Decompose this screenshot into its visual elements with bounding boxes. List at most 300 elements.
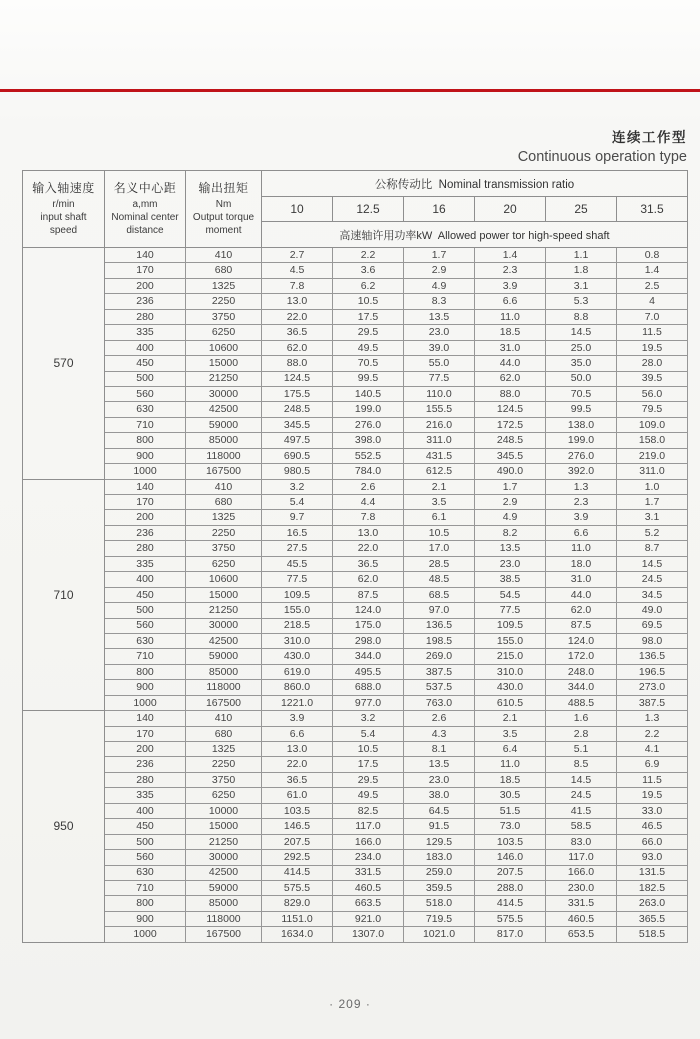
output-torque-cell: 10000 <box>186 803 262 818</box>
power-cell-20: 109.5 <box>475 618 546 633</box>
table-row <box>23 386 688 401</box>
center-distance-cell: 710 <box>105 417 186 432</box>
power-cell-25: 166.0 <box>546 865 617 880</box>
center-distance-cell: 236 <box>105 525 186 540</box>
power-cell-16: 97.0 <box>404 603 475 618</box>
power-cell-20: 2.1 <box>475 711 546 726</box>
power-cell-12-5: 552.5 <box>333 448 404 463</box>
power-cell-10: 61.0 <box>262 788 333 803</box>
input-speed-group-cell: 950 <box>23 711 105 943</box>
power-cell-10: 16.5 <box>262 525 333 540</box>
spec-table <box>22 170 688 943</box>
table-row <box>23 587 688 602</box>
power-cell-31-5: 263.0 <box>617 896 688 911</box>
power-cell-10: 146.5 <box>262 819 333 834</box>
power-cell-12-5: 199.0 <box>333 402 404 417</box>
power-cell-31-5: 19.5 <box>617 340 688 355</box>
power-cell-25: 5.3 <box>546 294 617 309</box>
output-torque-cell: 167500 <box>186 464 262 479</box>
power-cell-16: 518.0 <box>404 896 475 911</box>
center-distance-cell: 400 <box>105 340 186 355</box>
power-cell-31-5: 1.7 <box>617 495 688 510</box>
power-cell-16: 1.7 <box>404 248 475 263</box>
center-distance-cell: 335 <box>105 556 186 571</box>
power-cell-31-5: 34.5 <box>617 587 688 602</box>
power-cell-12-5: 140.5 <box>333 386 404 401</box>
table-row <box>23 541 688 556</box>
power-cell-31-5: 518.5 <box>617 927 688 942</box>
center-distance-cell: 280 <box>105 772 186 787</box>
center-distance-cell: 140 <box>105 248 186 263</box>
power-cell-31-5: 109.0 <box>617 417 688 432</box>
power-cell-16: 359.5 <box>404 880 475 895</box>
table-row <box>23 464 688 479</box>
power-cell-12-5: 29.5 <box>333 325 404 340</box>
center-distance-cell: 400 <box>105 803 186 818</box>
power-cell-12-5: 4.4 <box>333 495 404 510</box>
output-torque-cell: 30000 <box>186 386 262 401</box>
center-distance-cell: 1000 <box>105 927 186 942</box>
power-cell-12-5: 70.5 <box>333 356 404 371</box>
power-cell-25: 276.0 <box>546 448 617 463</box>
power-cell-25: 331.5 <box>546 896 617 911</box>
center-distance-cell: 500 <box>105 371 186 386</box>
output-torque-cell: 21250 <box>186 834 262 849</box>
power-cell-20: 54.5 <box>475 587 546 602</box>
power-cell-16: 23.0 <box>404 772 475 787</box>
power-cell-31-5: 11.5 <box>617 772 688 787</box>
table-row <box>23 880 688 895</box>
center-distance-cell: 335 <box>105 788 186 803</box>
power-cell-20: 817.0 <box>475 927 546 942</box>
power-cell-16: 110.0 <box>404 386 475 401</box>
power-cell-16: 2.1 <box>404 479 475 494</box>
power-cell-10: 690.5 <box>262 448 333 463</box>
output-torque-cell: 30000 <box>186 618 262 633</box>
table-row <box>23 618 688 633</box>
power-cell-25: 99.5 <box>546 402 617 417</box>
power-cell-31-5: 1.4 <box>617 263 688 278</box>
power-cell-25: 11.0 <box>546 541 617 556</box>
power-cell-12-5: 460.5 <box>333 880 404 895</box>
center-distance-cell: 200 <box>105 742 186 757</box>
power-cell-31-5: 365.5 <box>617 911 688 926</box>
power-cell-31-5: 273.0 <box>617 680 688 695</box>
power-cell-16: 91.5 <box>404 819 475 834</box>
power-cell-10: 22.0 <box>262 309 333 324</box>
power-cell-25: 62.0 <box>546 603 617 618</box>
power-cell-16: 17.0 <box>404 541 475 556</box>
power-cell-12-5: 331.5 <box>333 865 404 880</box>
power-cell-31-5: 4.1 <box>617 742 688 757</box>
center-distance-cell: 450 <box>105 356 186 371</box>
power-cell-10: 248.5 <box>262 402 333 417</box>
table-row <box>23 819 688 834</box>
output-torque-cell: 680 <box>186 263 262 278</box>
power-cell-16: 55.0 <box>404 356 475 371</box>
power-cell-10: 345.5 <box>262 417 333 432</box>
power-cell-25: 248.0 <box>546 664 617 679</box>
power-cell-10: 62.0 <box>262 340 333 355</box>
power-cell-25: 392.0 <box>546 464 617 479</box>
header-input-shaft-speed: 输入轴速度 r/min input shaft speed <box>23 171 105 248</box>
output-torque-cell: 118000 <box>186 680 262 695</box>
power-cell-16: 269.0 <box>404 649 475 664</box>
power-cell-16: 28.5 <box>404 556 475 571</box>
power-cell-16: 198.5 <box>404 633 475 648</box>
power-cell-10: 7.8 <box>262 278 333 293</box>
power-cell-16: 6.1 <box>404 510 475 525</box>
power-cell-31-5: 46.5 <box>617 819 688 834</box>
center-distance-cell: 500 <box>105 603 186 618</box>
center-distance-cell: 900 <box>105 448 186 463</box>
power-cell-16: 719.5 <box>404 911 475 926</box>
power-cell-25: 117.0 <box>546 850 617 865</box>
power-cell-20: 3.5 <box>475 726 546 741</box>
power-cell-12-5: 166.0 <box>333 834 404 849</box>
power-cell-25: 230.0 <box>546 880 617 895</box>
page-title-en: Continuous operation type <box>517 149 687 165</box>
power-cell-20: 23.0 <box>475 556 546 571</box>
power-cell-10: 2.7 <box>262 248 333 263</box>
power-cell-31-5: 1.0 <box>617 479 688 494</box>
power-cell-20: 3.9 <box>475 278 546 293</box>
table-row <box>23 911 688 926</box>
power-cell-20: 124.5 <box>475 402 546 417</box>
table-row <box>23 680 688 695</box>
power-cell-20: 77.5 <box>475 603 546 618</box>
power-cell-16: 77.5 <box>404 371 475 386</box>
output-torque-cell: 2250 <box>186 757 262 772</box>
table-row <box>23 726 688 741</box>
power-cell-31-5: 8.7 <box>617 541 688 556</box>
output-torque-cell: 3750 <box>186 772 262 787</box>
table-header <box>23 171 688 248</box>
output-torque-cell: 1325 <box>186 510 262 525</box>
power-cell-10: 77.5 <box>262 572 333 587</box>
power-cell-16: 23.0 <box>404 325 475 340</box>
center-distance-cell: 630 <box>105 865 186 880</box>
output-torque-cell: 42500 <box>186 865 262 880</box>
power-cell-10: 218.5 <box>262 618 333 633</box>
power-cell-12-5: 175.0 <box>333 618 404 633</box>
power-cell-20: 155.0 <box>475 633 546 648</box>
page-title-zh: 连续工作型 <box>612 130 687 145</box>
power-cell-25: 70.5 <box>546 386 617 401</box>
power-cell-12-5: 298.0 <box>333 633 404 648</box>
output-torque-cell: 3750 <box>186 541 262 556</box>
center-distance-cell: 170 <box>105 495 186 510</box>
power-cell-20: 11.0 <box>475 309 546 324</box>
table-row <box>23 309 688 324</box>
power-cell-10: 13.0 <box>262 742 333 757</box>
power-cell-12-5: 2.6 <box>333 479 404 494</box>
table-row <box>23 711 688 726</box>
power-cell-12-5: 663.5 <box>333 896 404 911</box>
center-distance-cell: 170 <box>105 726 186 741</box>
power-cell-16: 4.3 <box>404 726 475 741</box>
power-cell-10: 103.5 <box>262 803 333 818</box>
output-torque-cell: 10600 <box>186 572 262 587</box>
center-distance-cell: 710 <box>105 880 186 895</box>
output-torque-cell: 59000 <box>186 649 262 664</box>
power-cell-16: 612.5 <box>404 464 475 479</box>
power-cell-12-5: 398.0 <box>333 433 404 448</box>
power-cell-10: 575.5 <box>262 880 333 895</box>
center-distance-cell: 800 <box>105 664 186 679</box>
center-distance-cell: 500 <box>105 834 186 849</box>
power-cell-12-5: 2.2 <box>333 248 404 263</box>
center-distance-cell: 236 <box>105 757 186 772</box>
power-cell-10: 36.5 <box>262 325 333 340</box>
power-cell-16: 48.5 <box>404 572 475 587</box>
table-row <box>23 803 688 818</box>
power-cell-10: 860.0 <box>262 680 333 695</box>
header-allowed-power: 高速轴许用功率kW Allowed power tor high-speed shaft <box>262 222 688 248</box>
power-cell-12-5: 276.0 <box>333 417 404 432</box>
power-cell-12-5: 7.8 <box>333 510 404 525</box>
center-distance-cell: 200 <box>105 510 186 525</box>
power-cell-16: 13.5 <box>404 757 475 772</box>
power-cell-25: 3.9 <box>546 510 617 525</box>
center-distance-cell: 140 <box>105 479 186 494</box>
power-cell-12-5: 87.5 <box>333 587 404 602</box>
power-cell-31-5: 131.5 <box>617 865 688 880</box>
table-row <box>23 525 688 540</box>
power-cell-25: 8.8 <box>546 309 617 324</box>
power-cell-12-5: 124.0 <box>333 603 404 618</box>
power-cell-12-5: 3.6 <box>333 263 404 278</box>
power-cell-12-5: 344.0 <box>333 649 404 664</box>
power-cell-10: 1221.0 <box>262 695 333 710</box>
output-torque-cell: 410 <box>186 248 262 263</box>
power-cell-16: 8.3 <box>404 294 475 309</box>
power-cell-10: 310.0 <box>262 633 333 648</box>
output-torque-cell: 167500 <box>186 927 262 942</box>
power-cell-31-5: 7.0 <box>617 309 688 324</box>
power-cell-10: 414.5 <box>262 865 333 880</box>
power-cell-31-5: 1.3 <box>617 711 688 726</box>
power-cell-25: 35.0 <box>546 356 617 371</box>
output-torque-cell: 42500 <box>186 633 262 648</box>
power-cell-25: 83.0 <box>546 834 617 849</box>
power-cell-10: 497.5 <box>262 433 333 448</box>
power-cell-20: 73.0 <box>475 819 546 834</box>
power-cell-20: 4.9 <box>475 510 546 525</box>
power-cell-25: 488.5 <box>546 695 617 710</box>
power-cell-31-5: 387.5 <box>617 695 688 710</box>
output-torque-cell: 680 <box>186 726 262 741</box>
power-cell-20: 13.5 <box>475 541 546 556</box>
power-cell-20: 51.5 <box>475 803 546 818</box>
power-cell-20: 88.0 <box>475 386 546 401</box>
power-cell-25: 124.0 <box>546 633 617 648</box>
power-cell-10: 3.2 <box>262 479 333 494</box>
center-distance-cell: 560 <box>105 850 186 865</box>
transmission-power-table <box>22 170 688 943</box>
ratio-25: 25 <box>546 197 617 222</box>
power-cell-12-5: 17.5 <box>333 757 404 772</box>
power-cell-31-5: 4 <box>617 294 688 309</box>
power-cell-31-5: 79.5 <box>617 402 688 417</box>
power-cell-20: 430.0 <box>475 680 546 695</box>
power-cell-10: 6.6 <box>262 726 333 741</box>
power-cell-16: 136.5 <box>404 618 475 633</box>
power-cell-16: 8.1 <box>404 742 475 757</box>
power-cell-25: 31.0 <box>546 572 617 587</box>
power-cell-16: 183.0 <box>404 850 475 865</box>
power-cell-20: 146.0 <box>475 850 546 865</box>
power-cell-16: 537.5 <box>404 680 475 695</box>
power-cell-25: 2.8 <box>546 726 617 741</box>
table-row <box>23 495 688 510</box>
power-cell-31-5: 98.0 <box>617 633 688 648</box>
power-cell-10: 292.5 <box>262 850 333 865</box>
power-cell-25: 172.0 <box>546 649 617 664</box>
table-row <box>23 556 688 571</box>
center-distance-cell: 630 <box>105 402 186 417</box>
center-distance-cell: 800 <box>105 896 186 911</box>
power-cell-20: 103.5 <box>475 834 546 849</box>
output-torque-cell: 3750 <box>186 309 262 324</box>
output-torque-cell: 42500 <box>186 402 262 417</box>
power-cell-25: 87.5 <box>546 618 617 633</box>
center-distance-cell: 1000 <box>105 464 186 479</box>
power-cell-20: 288.0 <box>475 880 546 895</box>
power-cell-31-5: 311.0 <box>617 464 688 479</box>
power-cell-20: 1.7 <box>475 479 546 494</box>
power-cell-25: 44.0 <box>546 587 617 602</box>
output-torque-cell: 1325 <box>186 742 262 757</box>
ratio-10: 10 <box>262 197 333 222</box>
power-cell-31-5: 6.9 <box>617 757 688 772</box>
power-cell-10: 88.0 <box>262 356 333 371</box>
power-cell-16: 10.5 <box>404 525 475 540</box>
power-cell-16: 13.5 <box>404 309 475 324</box>
power-cell-12-5: 10.5 <box>333 742 404 757</box>
power-cell-31-5: 66.0 <box>617 834 688 849</box>
power-cell-20: 248.5 <box>475 433 546 448</box>
power-cell-31-5: 182.5 <box>617 880 688 895</box>
power-cell-25: 1.8 <box>546 263 617 278</box>
power-cell-31-5: 196.5 <box>617 664 688 679</box>
power-cell-10: 207.5 <box>262 834 333 849</box>
power-cell-16: 311.0 <box>404 433 475 448</box>
table-row <box>23 772 688 787</box>
output-torque-cell: 21250 <box>186 371 262 386</box>
header-output-torque: 输出扭矩 Nm Output torque moment <box>186 171 262 248</box>
center-distance-cell: 630 <box>105 633 186 648</box>
output-torque-cell: 6250 <box>186 788 262 803</box>
table-row <box>23 371 688 386</box>
output-torque-cell: 6250 <box>186 556 262 571</box>
power-cell-25: 5.1 <box>546 742 617 757</box>
power-cell-25: 50.0 <box>546 371 617 386</box>
power-cell-31-5: 11.5 <box>617 325 688 340</box>
power-cell-12-5: 29.5 <box>333 772 404 787</box>
power-cell-25: 41.5 <box>546 803 617 818</box>
power-cell-12-5: 22.0 <box>333 541 404 556</box>
power-cell-16: 2.9 <box>404 263 475 278</box>
power-cell-12-5: 13.0 <box>333 525 404 540</box>
center-distance-cell: 450 <box>105 587 186 602</box>
power-cell-12-5: 5.4 <box>333 726 404 741</box>
table-row <box>23 757 688 772</box>
power-cell-16: 129.5 <box>404 834 475 849</box>
table-row <box>23 603 688 618</box>
power-cell-20: 172.5 <box>475 417 546 432</box>
power-cell-16: 1021.0 <box>404 927 475 942</box>
table-row <box>23 448 688 463</box>
table-row <box>23 325 688 340</box>
power-cell-12-5: 234.0 <box>333 850 404 865</box>
center-distance-cell: 900 <box>105 680 186 695</box>
table-row <box>23 433 688 448</box>
power-cell-20: 30.5 <box>475 788 546 803</box>
output-torque-cell: 2250 <box>186 525 262 540</box>
power-cell-20: 44.0 <box>475 356 546 371</box>
power-cell-12-5: 688.0 <box>333 680 404 695</box>
output-torque-cell: 10600 <box>186 340 262 355</box>
output-torque-cell: 118000 <box>186 448 262 463</box>
power-cell-12-5: 62.0 <box>333 572 404 587</box>
output-torque-cell: 15000 <box>186 819 262 834</box>
power-cell-25: 653.5 <box>546 927 617 942</box>
power-cell-16: 216.0 <box>404 417 475 432</box>
power-cell-12-5: 49.5 <box>333 788 404 803</box>
power-cell-20: 310.0 <box>475 664 546 679</box>
power-cell-25: 2.3 <box>546 495 617 510</box>
power-cell-16: 68.5 <box>404 587 475 602</box>
center-distance-cell: 236 <box>105 294 186 309</box>
table-row <box>23 649 688 664</box>
table-row <box>23 340 688 355</box>
power-cell-25: 460.5 <box>546 911 617 926</box>
power-cell-20: 610.5 <box>475 695 546 710</box>
power-cell-20: 575.5 <box>475 911 546 926</box>
power-cell-16: 431.5 <box>404 448 475 463</box>
table-row <box>23 927 688 942</box>
output-torque-cell: 6250 <box>186 325 262 340</box>
power-cell-10: 175.5 <box>262 386 333 401</box>
output-torque-cell: 59000 <box>186 880 262 895</box>
power-cell-16: 763.0 <box>404 695 475 710</box>
power-cell-12-5: 784.0 <box>333 464 404 479</box>
power-cell-31-5: 2.5 <box>617 278 688 293</box>
center-distance-cell: 1000 <box>105 695 186 710</box>
center-distance-cell: 280 <box>105 541 186 556</box>
center-distance-cell: 140 <box>105 711 186 726</box>
power-cell-20: 6.4 <box>475 742 546 757</box>
power-cell-16: 39.0 <box>404 340 475 355</box>
table-body <box>23 248 688 943</box>
power-cell-20: 18.5 <box>475 772 546 787</box>
power-cell-10: 430.0 <box>262 649 333 664</box>
power-cell-12-5: 117.0 <box>333 819 404 834</box>
table-row <box>23 510 688 525</box>
power-cell-25: 6.6 <box>546 525 617 540</box>
power-cell-31-5: 24.5 <box>617 572 688 587</box>
output-torque-cell: 410 <box>186 479 262 494</box>
center-distance-cell: 200 <box>105 278 186 293</box>
output-torque-cell: 410 <box>186 711 262 726</box>
center-distance-cell: 450 <box>105 819 186 834</box>
table-row <box>23 572 688 587</box>
power-cell-20: 2.9 <box>475 495 546 510</box>
ratio-16: 16 <box>404 197 475 222</box>
power-cell-25: 1.6 <box>546 711 617 726</box>
power-cell-31-5: 14.5 <box>617 556 688 571</box>
